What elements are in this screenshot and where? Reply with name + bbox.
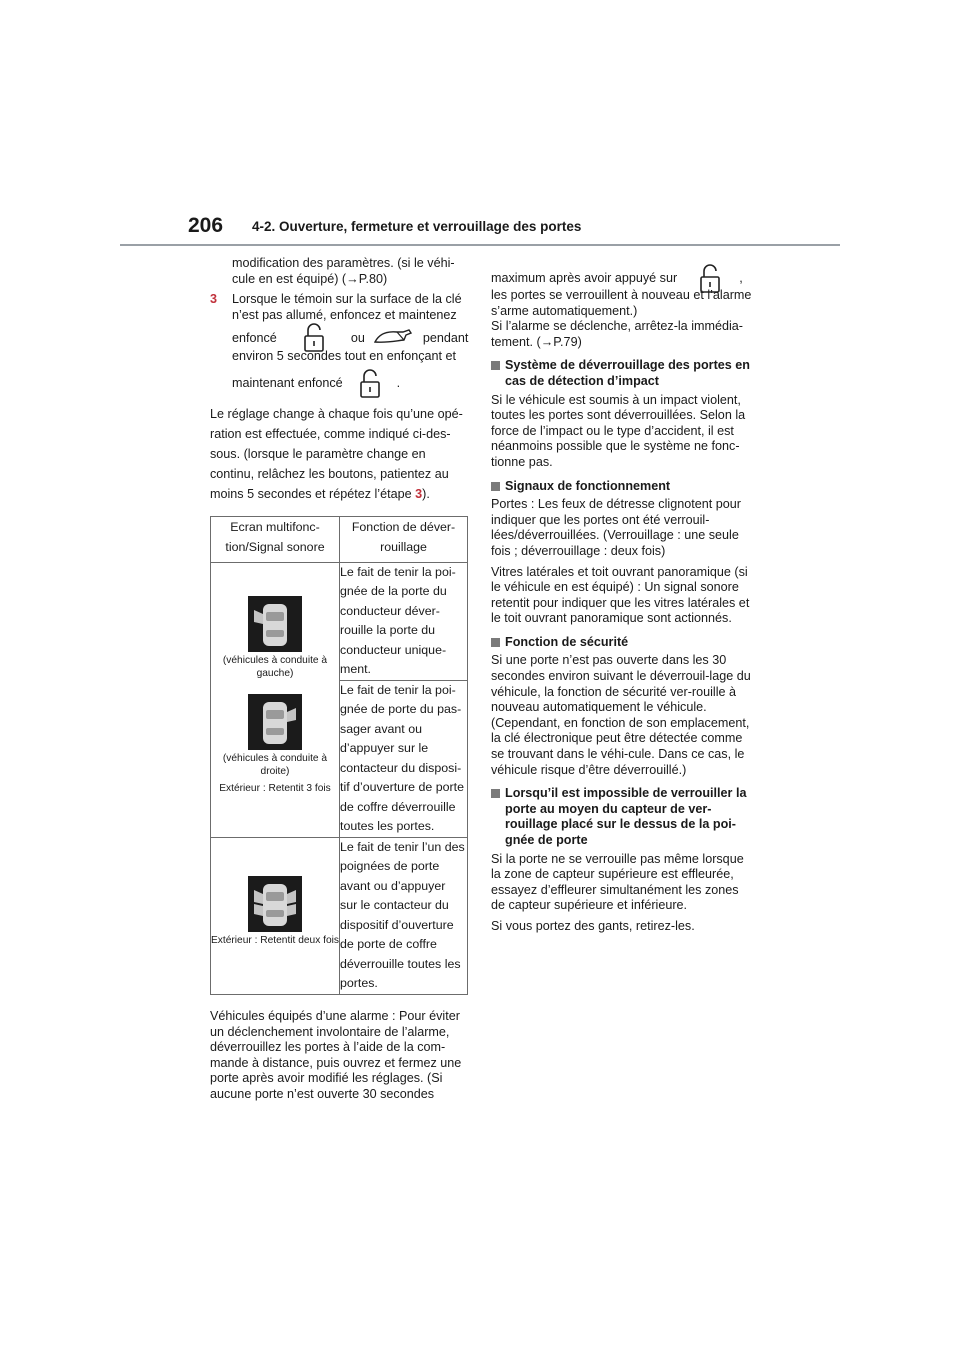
table-header-function — [340, 516, 468, 562]
text-line: continu, relâchez les boutons, patientez au — [210, 466, 449, 481]
table-header-display — [211, 516, 340, 562]
car-top-view-icon — [248, 876, 302, 932]
paragraph-impact: Si le véhicule est soumis à un impact violent, toutes les portes sont déverrouillées. Selon la force de l’impact ou le type d’accident, il est néanmoins possible que le système ne fonc-tionne pas. — [491, 392, 746, 469]
paragraph-doors-signal: Portes : Les feux de détresse clignotent pour indiquer que les portes ont été verrouil-lées/déverrouillées. (Verrouillage : une seule fois ; déverrouillage : deux fois) — [491, 497, 741, 558]
paragraph-security: Si une porte n’est pas ouverte dans les 30 secondes environ suivant le déverrouil-lage du véhicule, la fonction de sécurité ver-rouille à nouveau automatiquement le véhicule. (Cependant, en fonction de son emplacement, la clé électronique peut être détectée comme se trouvant dans le véhi-cule. Dans ce cas, le véhicule risque d’être déverrouillé.) — [491, 653, 751, 777]
paragraph-alarm-stop: Si l’alarme se déclenche, arrêtez-la immédia-tement. (→P.79) — [491, 319, 743, 349]
step-3 — [210, 292, 472, 399]
text-fragment: moins 5 secondes et répétez l’étape — [210, 486, 416, 501]
header-line: tion/Signal sonore — [225, 539, 325, 554]
unlock-icon — [359, 369, 381, 399]
right-column — [491, 264, 753, 940]
left-column — [210, 256, 472, 1108]
cell-line: déverrouille toutes les — [340, 956, 461, 971]
table-cell-function — [340, 837, 468, 994]
section-title: 4-2. Ouverture, fermeture et verrouillage des portes — [252, 219, 582, 234]
heading-text: Système de déverrouillage des portes en cas de détection d’impact — [505, 358, 750, 388]
cell-line: gnée de la porte du — [340, 584, 447, 599]
cell-line: ment. — [340, 662, 371, 677]
paragraph-lock-sensor: Si la porte ne se verrouille pas même lorsque la zone de capteur supérieure est effleurée, essayez d’effleurer simultanément les zones de capteur supérieure et inférieure. — [491, 851, 744, 913]
text-line: sous. (lorsque le paramètre change en — [210, 446, 426, 461]
step-text-a: Lorsque le témoin sur la surface de la clé n’est pas allumé, enfoncez et maintenez — [232, 292, 462, 322]
table-row — [211, 837, 468, 994]
step-dot: . — [396, 376, 401, 391]
cell-line: conducteur déver- — [340, 603, 440, 618]
car-top-view-icon — [248, 694, 302, 750]
cell-line: conducteur unique- — [340, 642, 447, 657]
caption-right-hand-drive: (véhicules à conduite à droite) — [222, 752, 328, 777]
cell-line: sur le contacteur du — [340, 898, 449, 913]
step-text-b: environ 5 secondes tout en enfonçant et — [232, 349, 457, 364]
step-maintenant: maintenant enfoncé — [232, 376, 343, 391]
key-fob-icon — [373, 328, 413, 348]
header-line: rouillage — [380, 539, 427, 554]
step-icon-line-2 — [232, 369, 472, 399]
cell-line: de porte de coffre — [340, 937, 437, 952]
heading-bullet — [491, 789, 500, 798]
text-line: ration est effectuée, comme indiqué ci-des- — [210, 426, 451, 441]
cell-line: portes. — [340, 976, 378, 991]
cell-line: toutes les portes. — [340, 819, 435, 834]
header-line: Ecran multifonc- — [230, 519, 320, 534]
step-reference: 3 — [415, 486, 423, 501]
cell-line: d’appuyer sur le — [340, 741, 429, 756]
paragraph-alarm: Véhicules équipés d’une alarme : Pour éviter un déclenchement involontaire de l’alarme, déverrouillez les portes à l’aide de la com-mande à distance, puis ouvrez et fermez une porte après avoir modifié les réglages. (Si aucune porte n’est ouverte 30 secondes — [210, 1008, 462, 1101]
cell-line: tif d’ouverture de porte — [340, 780, 464, 795]
page-number: 206 — [188, 214, 224, 237]
table-cell-function — [340, 562, 468, 680]
table-cell-display — [211, 562, 340, 837]
text-fragment: ). — [422, 486, 430, 501]
table-cell-display — [211, 837, 340, 994]
paragraph-continuation: modification des paramètres. (si le véhi-cule en est équipé) (→P.80) — [232, 256, 455, 286]
step-ou: ou — [350, 330, 365, 345]
step-pendant: pendant — [422, 330, 469, 345]
paragraph-windows-signal: Vitres latérales et toit ouvrant panoramique (si le véhicule en est équipé) : Un signal sonore retentit pour indiquer que les vitres latérales et le toit ouvrant panoramique sont actionnés. — [491, 564, 750, 626]
header-rule — [120, 244, 840, 246]
heading-text: Lorsqu’il est impossible de verrouiller la porte au moyen du capteur de ver-rouillage placé sur le dessus de la poi-gnée de porte — [505, 786, 747, 847]
paragraph-gloves: Si vous portez des gants, retirez-les. — [491, 918, 695, 933]
cell-line: avant ou d’appuyer — [340, 878, 446, 893]
heading-bullet — [491, 638, 500, 647]
car-top-view-icon — [248, 596, 302, 652]
table-row — [211, 562, 468, 680]
heading-security-function — [491, 635, 753, 651]
heading-text: Fonction de sécurité — [505, 634, 629, 649]
paragraph-setting-change — [210, 404, 472, 504]
heading-text: Signaux de fonctionnement — [505, 478, 671, 493]
cell-line: poignées de porte — [340, 859, 440, 874]
caption-left-hand-drive: (véhicules à conduite à gauche) — [222, 654, 328, 679]
caption-beep-2: Extérieur : Retentit deux fois — [211, 934, 339, 946]
heading-bullet — [491, 482, 500, 491]
text-line-last — [210, 484, 472, 504]
cell-line: Le fait de tenir la poi- — [340, 682, 456, 697]
cell-line: Le fait de tenir la poi- — [340, 564, 456, 579]
cell-line: Le fait de tenir l’un des — [340, 839, 465, 854]
heading-bullet — [491, 361, 500, 370]
cell-line: sager avant ou — [340, 721, 422, 736]
text-fragment: maximum après avoir appuyé sur — [491, 271, 678, 286]
heading-operation-signals — [491, 479, 753, 495]
text-fragment: , — [739, 271, 743, 286]
step-number: 3 — [210, 292, 218, 307]
header-line: Fonction de déver- — [351, 519, 456, 534]
cell-line: contacteur du disposi- — [340, 760, 462, 775]
unlock-function-table — [210, 516, 468, 995]
step-enfonce: enfoncé — [232, 330, 277, 345]
cell-line: gnée de porte du pas- — [340, 702, 462, 717]
table-header-row — [211, 516, 468, 562]
paragraph-alarm-continued: les portes se verrouillent à nouveau et l’alarme s’arme automatiquement.) — [491, 288, 752, 318]
heading-impact-unlock — [491, 358, 753, 389]
text-line: Le réglage change à chaque fois qu’une opé- — [210, 406, 463, 421]
cell-line: de coffre déverrouille — [340, 799, 456, 814]
caption-beep-3: Extérieur : Retentit 3 fois — [219, 782, 331, 794]
table-cell-function — [340, 680, 468, 837]
cell-line: rouille la porte du — [340, 623, 436, 638]
heading-lock-sensor — [491, 786, 753, 848]
cell-line: dispositif d’ouverture — [340, 917, 454, 932]
